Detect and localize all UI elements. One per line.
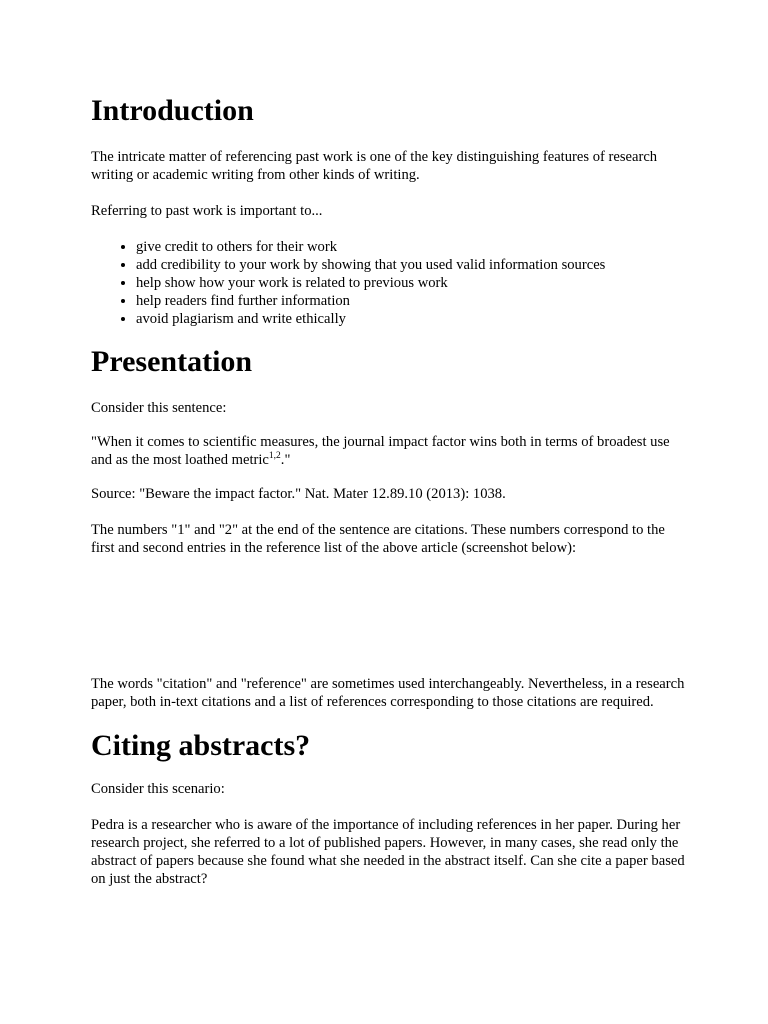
list-item: • avoid plagiarism and write ethically [136,310,691,328]
intro-lead-in: Referring to past work is important to... [91,203,323,219]
screenshot-image-placeholder [91,557,691,675]
citation-superscript: 1,2 [268,451,281,461]
intro-paragraph: The intricate matter of referencing past work is one of the key distinguishing features of research writing or academic writing from other kinds of writing. [91,149,658,183]
heading-presentation: Presentation [91,345,253,378]
source-line: Source: "Beware the impact factor." Nat. Mater 12.89.10 (2013): 1038. [91,486,506,502]
quote-text: "When it comes to scientific measures, the journal impact factor wins both in terms of broadest use and as the most loathed metric [91,434,670,468]
consider-scenario-text: Consider this scenario: [91,781,225,797]
numbers-paragraph: The numbers "1" and "2" at the end of the sentence are citations. These numbers correspond to the first and second entries in the reference list of the above article (screenshot below): [91,522,665,556]
heading-citing-abstracts: Citing abstracts? [91,729,311,762]
list-item: • help show how your work is related to previous work [136,274,691,292]
list-item: • help readers find further information [136,292,691,310]
list-item: • give credit to others for their work [136,238,691,256]
quoted-sentence [91,433,691,469]
document-page [91,0,691,888]
heading-introduction: Introduction [91,94,254,127]
quote-end: ." [280,452,291,468]
words-paragraph: The words "citation" and "reference" are sometimes used interchangeably. Nevertheless, in a research paper, both in-text citations and a list of references corresponding to those citations are required. [91,676,685,710]
list-item: • add credibility to your work by showing that you used valid information sources [136,256,691,274]
consider-sentence-text: Consider this sentence: [91,400,227,416]
scenario-paragraph: Pedra is a researcher who is aware of the importance of including references in her paper. During her research project, she referred to a lot of published papers. However, in many cases, she read only the abstract of papers because she found what she needed in the abstract itself. Can she cite a paper based on just the abstract? [91,817,685,887]
benefits-list [91,238,691,328]
